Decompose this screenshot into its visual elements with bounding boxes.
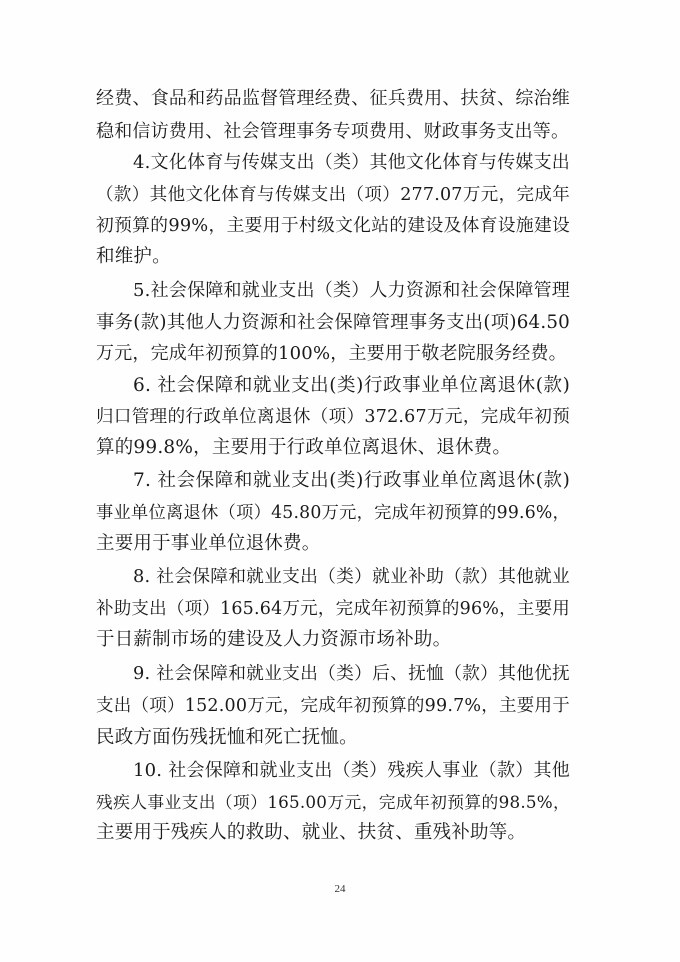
text-line-8: 事务(款)其他人力资源和社会保障管理事务支出(项)64.50 bbox=[96, 312, 570, 333]
text-line-1: 经费、食品和药品监督管理经费、征兵费用、扶贫、综治维 bbox=[96, 88, 570, 109]
text-line-5: 初预算的99%，主要用于村级文化站的建设及体育设施建设 bbox=[96, 216, 570, 236]
text-line-22: 10. 社会保障和就业支出（类）残疾人事业（款）其他 bbox=[133, 760, 570, 781]
text-line-6: 和维护。 bbox=[96, 246, 171, 267]
text-line-12: 算的99.8%，主要用于行政单位离退休、退休费。 bbox=[96, 437, 512, 458]
text-line-13: 7. 社会保障和就业支出(类)行政事业单位离退休(款) bbox=[133, 470, 570, 491]
text-line-24: 主要用于残疾人的救助、就业、扶贫、重残补助等。 bbox=[96, 822, 527, 843]
text-line-20: 支出（项）152.00万元，完成年初预算的99.7%，主要用于 bbox=[96, 696, 570, 716]
text-line-7: 5.社会保障和就业支出（类）人力资源和社会保障管理 bbox=[133, 280, 570, 301]
text-line-21: 民政方面伤残抚恤和死亡抚恤。 bbox=[96, 727, 358, 748]
text-line-2: 稳和信访费用、社会管理事务专项费用、财政事务支出等。 bbox=[96, 121, 570, 142]
text-line-16: 8. 社会保障和就业支出（类）就业补助（款）其他就业 bbox=[133, 567, 570, 587]
text-line-18: 于日薪制市场的建设及人力资源市场补助。 bbox=[96, 629, 452, 650]
text-line-23: 残疾人事业支出（项）165.00万元，完成年初预算的98.5%， bbox=[96, 792, 570, 812]
text-line-14: 事业单位离退休（项）45.80万元，完成年初预算的99.6%， bbox=[96, 503, 570, 523]
text-line-19: 9. 社会保障和就业支出（类）后、抚恤（款）其他优抚 bbox=[133, 664, 570, 684]
page-number: 24 bbox=[334, 883, 346, 895]
text-line-9: 万元，完成年初预算的100%，主要用于敬老院服务经费。 bbox=[96, 343, 567, 364]
text-line-3: 4.文化体育与传媒支出（类）其他文化体育与传媒支出 bbox=[133, 152, 570, 173]
text-line-15: 主要用于事业单位退休费。 bbox=[96, 533, 321, 554]
text-line-10: 6. 社会保障和就业支出(类)行政事业单位离退休(款) bbox=[133, 375, 570, 396]
text-line-11: 归口管理的行政单位离退休（项）372.67万元，完成年初预 bbox=[96, 407, 570, 427]
text-line-4: （款）其他文化体育与传媒支出（项）277.07万元，完成年 bbox=[96, 185, 570, 205]
text-line-17: 补助支出（项）165.64万元，完成年初预算的96%，主要用 bbox=[96, 599, 570, 619]
